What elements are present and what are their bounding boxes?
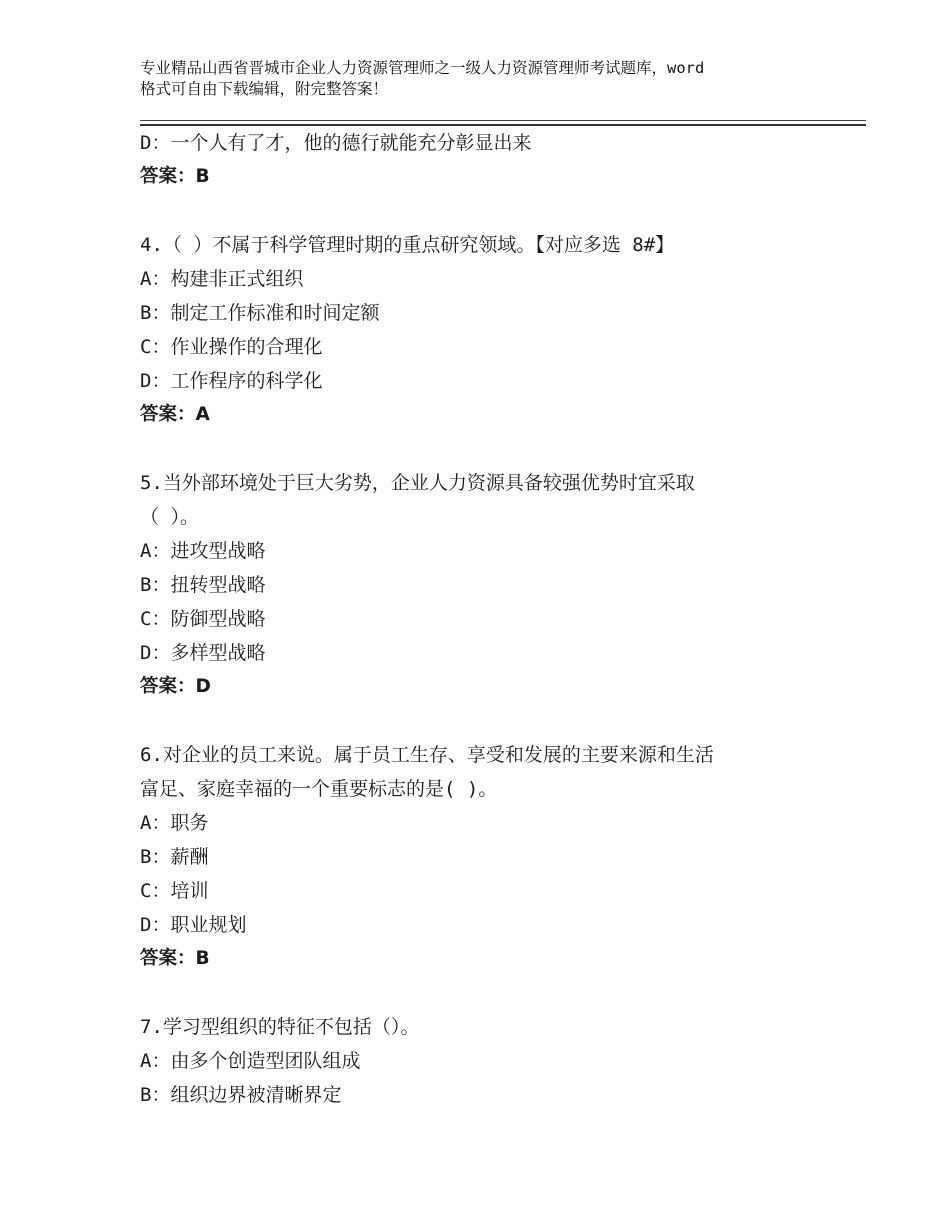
header-line-2: 格式可自由下载编辑，附完整答案！ [140, 80, 389, 98]
option-b: B：组织边界被清晰界定 [140, 1084, 342, 1106]
option-b: B：制定工作标准和时间定额 [140, 302, 380, 324]
question-stem-line-1: 6.对企业的员工来说。属于员工生存、享受和发展的主要来源和生活 [140, 744, 714, 766]
option-a: A：由多个创造型团队组成 [140, 1050, 361, 1072]
question-stem-line-2: （ ）。 [140, 506, 199, 528]
answer: 答案：D [140, 676, 211, 697]
answer: 答案：A [140, 404, 210, 425]
question-5 [140, 466, 820, 704]
option-d: D：一个人有了才，他的德行就能充分彰显出来 [140, 132, 532, 154]
option-b: B：薪酬 [140, 846, 209, 868]
answer: 答案：B [140, 948, 210, 969]
option-d: D：工作程序的科学化 [140, 370, 323, 392]
option-c: C：防御型战略 [140, 608, 266, 630]
option-a: A：构建非正式组织 [140, 268, 304, 290]
question-4 [140, 228, 820, 432]
question-stem-line-1: 5.当外部环境处于巨大劣势，企业人力资源具备较强优势时宜采取 [140, 472, 695, 494]
answer: 答案：B [140, 166, 210, 187]
question-stem: 4.（ ）不属于科学管理时期的重点研究领域。【对应多选 8#】 [140, 234, 675, 256]
question-6 [140, 738, 820, 976]
option-d: D：多样型战略 [140, 642, 266, 664]
option-a: A：职务 [140, 812, 209, 834]
question-7 [140, 1010, 820, 1112]
header-divider-top [140, 120, 866, 121]
option-b: B：扭转型战略 [140, 574, 266, 596]
question-stem-line-2: 富足、家庭幸福的一个重要标志的是( )。 [140, 778, 498, 800]
option-a: A：进攻型战略 [140, 540, 266, 562]
prev-question-tail [140, 126, 820, 194]
question-list [140, 126, 820, 1112]
option-d: D：职业规划 [140, 914, 247, 936]
document-header [140, 58, 840, 100]
option-c: C：培训 [140, 880, 209, 902]
question-stem: 7.学习型组织的特征不包括（）。 [140, 1016, 420, 1038]
option-c: C：作业操作的合理化 [140, 336, 323, 358]
header-line-1: 专业精品山西省晋城市企业人力资源管理师之一级人力资源管理师考试题库，word [140, 59, 705, 77]
